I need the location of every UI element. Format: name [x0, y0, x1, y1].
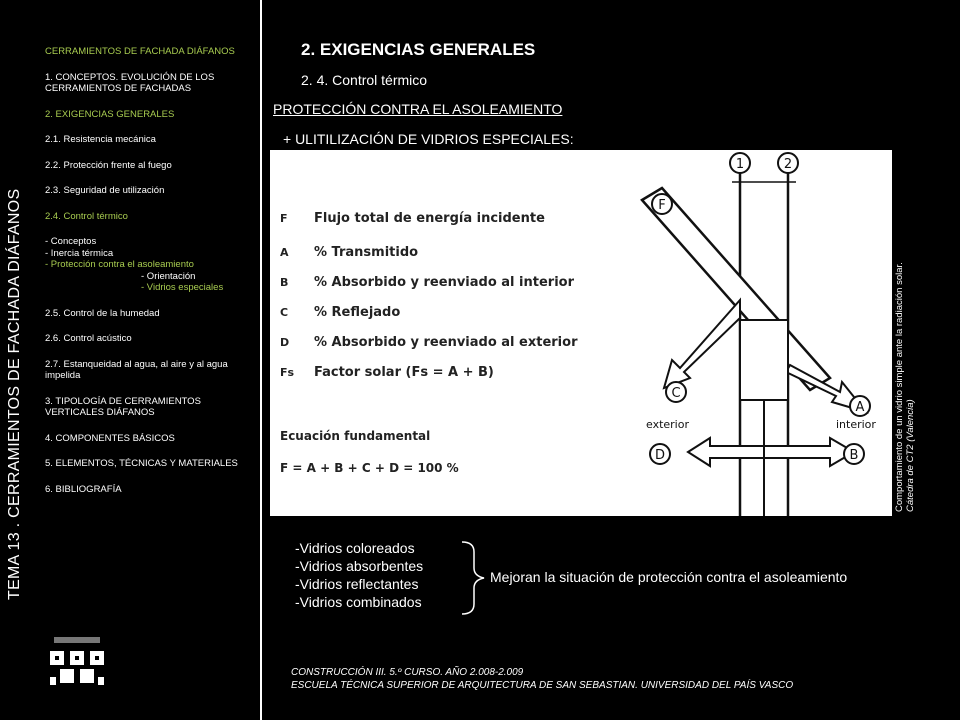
list-item: -Vidrios combinados [295, 594, 422, 610]
legend-key-fs: Fs [280, 366, 295, 379]
sidebar-sub-inercia[interactable]: - Inercia térmica [45, 247, 114, 259]
label-interior: interior [836, 418, 876, 431]
sidebar-item-componentes[interactable]: 4. COMPONENTES BÁSICOS [45, 432, 175, 444]
figure-caption [894, 172, 916, 512]
sidebar-nav [45, 46, 245, 509]
footer-school: ESCUELA TÉCNICA SUPERIOR DE ARQUITECTURA DE SAN SEBASTIAN. UNIVERSIDAD DEL PAÍS VASCO [291, 680, 794, 691]
equation-title: Ecuación fundamental [280, 429, 431, 443]
sidebar-sub-orientacion[interactable]: - Orientación [141, 270, 196, 282]
list-item: -Vidrios coloreados [295, 540, 415, 556]
page-title: 2. EXIGENCIAS GENERALES [301, 40, 536, 59]
legend-text-a: % Transmitido [314, 245, 419, 260]
legend-key-a: A [280, 246, 289, 259]
sidebar-item-humedad[interactable]: 2.5. Control de la humedad [45, 307, 160, 319]
marker-a: A [855, 400, 865, 415]
sidebar-sub-proteccion[interactable]: - Protección contra el asoleamiento [45, 259, 194, 270]
legend-text-c: % Reflejado [314, 305, 401, 320]
legend-text-d: % Absorbido y reenviado al exterior [314, 335, 578, 350]
legend-text-f: Flujo total de energía incidente [314, 211, 545, 226]
sidebar-item-elementos[interactable]: 5. ELEMENTOS, TÉCNICAS Y MATERIALES [45, 458, 238, 469]
equation: F = A + B + C + D = 100 % [280, 461, 459, 475]
sidebar-sub-conceptos[interactable]: - Conceptos [45, 236, 97, 247]
list-item: -Vidrios reflectantes [295, 576, 419, 592]
sidebar-item-resistencia[interactable]: 2.1. Resistencia mecánica [45, 134, 156, 145]
legend-key-b: B [280, 276, 289, 289]
sidebar-item-conceptos[interactable]: 1. CONCEPTOS. EVOLUCIÓN DE LOS CERRAMIENTOS DE FACHADAS [45, 71, 215, 94]
sidebar-item-fuego[interactable]: 2.2. Protección frente al fuego [45, 159, 172, 171]
legend-key-d: D [280, 336, 290, 349]
sidebar-item-exigencias[interactable]: 2. EXIGENCIAS GENERALES [45, 108, 175, 120]
legend-text-fs: Factor solar (Fs = A + B) [314, 365, 494, 380]
pane-marker-2: 2 [783, 157, 793, 172]
sidebar-item-acustico[interactable]: 2.6. Control acústico [45, 333, 132, 344]
university-logo [48, 637, 108, 689]
curly-brace-icon [460, 540, 488, 616]
legend-text-b: % Absorbido y reenviado al interior [314, 275, 574, 290]
sidebar-section-title[interactable]: CERRAMIENTOS DE FACHADA DIÁFANOS [45, 46, 235, 57]
marker-f: F [658, 198, 666, 213]
sidebar-item-control-termico[interactable]: 2.4. Control térmico [45, 210, 128, 222]
caption-line-2: Cátedra de CT2 (Valencia) [905, 399, 916, 512]
marker-b: B [849, 448, 859, 463]
glass-types-list [295, 539, 423, 611]
caption-line-1: Comportamiento de un vidrio simple ante la radiación solar. [894, 262, 905, 512]
sidebar-sub-vidrios[interactable]: - Vidrios especiales [141, 282, 224, 293]
legend-key-f: F [280, 212, 288, 225]
result-statement: Mejoran la situación de protección contra el asoleamiento [490, 569, 848, 585]
sidebar-item-seguridad[interactable]: 2.3. Seguridad de utilización [45, 185, 165, 196]
sidebar-item-tipologia[interactable]: 3. TIPOLOGÍA DE CERRAMIENTOS VERTICALES DIÁFANOS [45, 395, 201, 418]
list-item: -Vidrios absorbentes [295, 558, 424, 574]
sidebar-item-estanqueidad[interactable]: 2.7. Estanqueidad al agua, al aire y al agua impelida [45, 358, 228, 381]
legend-key-c: C [280, 306, 289, 319]
vertical-divider [260, 0, 262, 720]
marker-c: C [671, 386, 681, 401]
sidebar-item-bibliografia[interactable]: 6. BIBLIOGRAFÍA [45, 483, 122, 495]
label-exterior: exterior [646, 418, 689, 431]
glass-radiation-diagram [270, 150, 892, 516]
page-subtitle: 2. 4. Control térmico [301, 72, 428, 88]
pane-marker-1: 1 [735, 157, 745, 172]
footer [291, 666, 793, 692]
vertical-course-title: TEMA 13 . CERRAMIENTOS DE FACHADA DIÁFANOS [6, 188, 23, 600]
footer-course: CONSTRUCCIÓN III. 5.º CURSO. AÑO 2.008-2.009 [291, 667, 524, 678]
marker-d: D [654, 448, 666, 463]
bullet-heading: + ULITILIZACIÓN DE VIDRIOS ESPECIALES: [283, 131, 574, 147]
section-title: PROTECCIÓN CONTRA EL ASOLEAMIENTO [273, 101, 563, 117]
